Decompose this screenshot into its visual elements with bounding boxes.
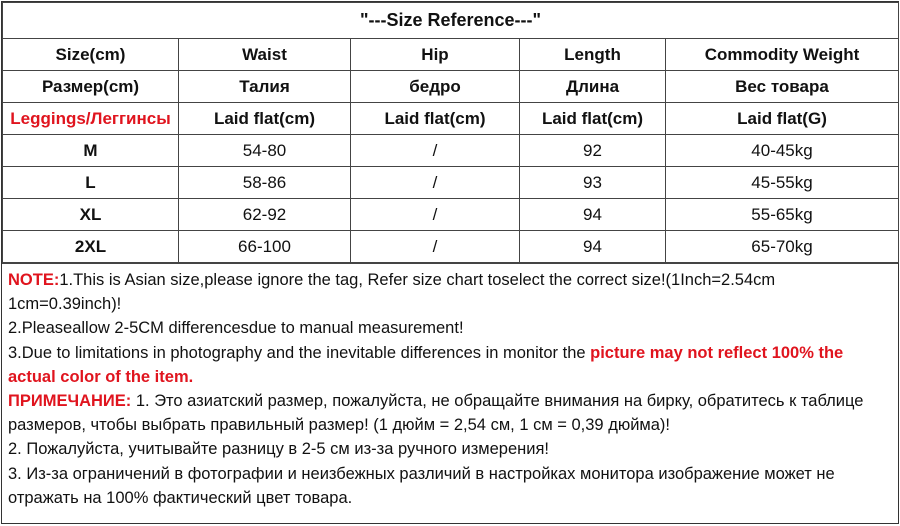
header-cell: Laid flat(cm) [179, 103, 351, 135]
note-3 [8, 341, 892, 389]
header-row-ru [3, 71, 899, 103]
header-cell: Laid flat(cm) [351, 103, 520, 135]
note-2: 2.Pleaseallow 2-5CM differencesdue to manual measurement! [8, 319, 464, 338]
note-label: NOTE: [8, 271, 60, 289]
waist-cell: 66-100 [179, 231, 351, 263]
table-title: "---Size Reference---" [3, 3, 899, 39]
length-cell: 92 [520, 135, 666, 167]
header-cell: Hip [351, 39, 520, 71]
header-cell: Талия [179, 71, 351, 103]
table-row [3, 231, 899, 263]
weight-cell: 55-65kg [666, 199, 899, 231]
note-3-text: 3.Due to limitations in photography and the inevitable differences in monitor the [8, 343, 591, 362]
note-ru-2: 2. Пожалуйста, учитывайте разницу в 2-5 см из-за ручного измерения! [8, 440, 550, 459]
header-cell: Size(cm) [3, 39, 179, 71]
header-cell: бедро [351, 71, 520, 103]
note-3-highlight: picture may not reflect 100% the actual color of the item. [8, 343, 844, 386]
size-cell: 2XL [3, 231, 179, 263]
weight-cell: 45-55kg [666, 167, 899, 199]
hip-cell: / [351, 199, 520, 231]
table-row [3, 167, 899, 199]
size-cell: XL [3, 199, 179, 231]
size-cell: M [3, 135, 179, 167]
note-ru-1-text: 1. Это азиатский размер, пожалуйста, не обращайте внимания на бирку, обратитесь к таблице размеров, чтобы выбрать правильный размер! (1 дюйм = 2,54 см, 1 см = 0,39 дюйма)! [8, 392, 864, 435]
size-reference-sheet [1, 1, 899, 524]
header-cell: Laid flat(cm) [520, 103, 666, 135]
waist-cell: 58-86 [179, 167, 351, 199]
length-cell: 93 [520, 167, 666, 199]
header-row-en [3, 39, 899, 71]
length-cell: 94 [520, 231, 666, 263]
weight-cell: 65-70kg [666, 231, 899, 263]
header-cell: Waist [179, 39, 351, 71]
waist-cell: 54-80 [179, 135, 351, 167]
header-cell: Commodity Weight [666, 39, 899, 71]
header-cell: Laid flat(G) [666, 103, 899, 135]
header-cell: Длина [520, 71, 666, 103]
header-row-unit [3, 103, 899, 135]
note-1 [8, 268, 892, 316]
waist-cell: 62-92 [179, 199, 351, 231]
product-label: Leggings/Леггинсы [3, 103, 179, 135]
header-cell: Размер(cm) [3, 71, 179, 103]
hip-cell: / [351, 167, 520, 199]
header-cell: Вес товара [666, 71, 899, 103]
hip-cell: / [351, 135, 520, 167]
length-cell: 94 [520, 199, 666, 231]
weight-cell: 40-45kg [666, 135, 899, 167]
notes-section [2, 263, 898, 510]
note-ru-label: ПРИМЕЧАНИЕ: [8, 392, 132, 411]
note-ru-3: 3. Из-за ограничений в фотографии и неизбежных различий в настройках монитора изображение может не отражать на 100% фактический цвет товара. [8, 464, 835, 507]
note-1-text: 1.This is Asian size,please ignore the tag, Refer size chart toselect the correct size!(1Inch=2.54cm 1cm=0.39inch)! [8, 271, 776, 314]
table-row [3, 199, 899, 231]
size-table [2, 2, 899, 263]
hip-cell: / [351, 231, 520, 263]
table-row [3, 135, 899, 167]
note-ru-1 [8, 389, 892, 437]
size-cell: L [3, 167, 179, 199]
header-cell: Length [520, 39, 666, 71]
